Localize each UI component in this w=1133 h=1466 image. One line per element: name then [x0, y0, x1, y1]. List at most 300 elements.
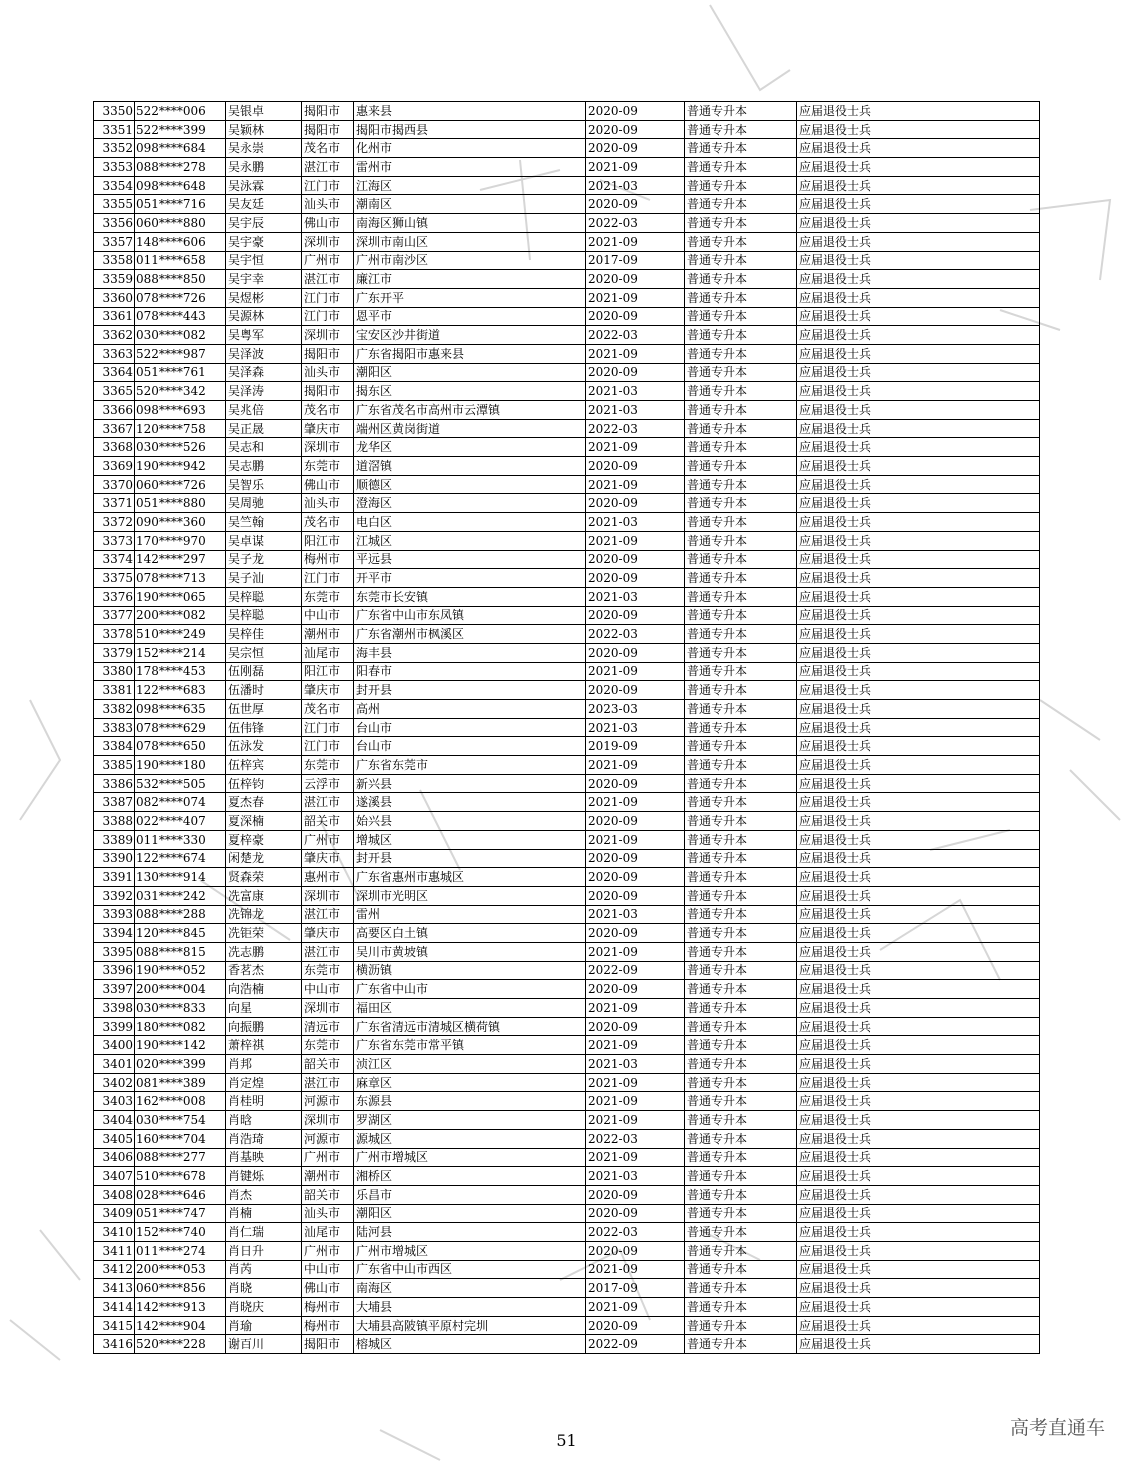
name-cell: 伍伟锋 — [226, 718, 302, 737]
seq-cell: 3416 — [94, 1335, 135, 1354]
enroll-date-cell: 2021-09 — [586, 344, 685, 363]
name-cell: 伍梓宾 — [226, 756, 302, 775]
name-cell: 伍潘时 — [226, 681, 302, 700]
enroll-date-cell: 2020-09 — [586, 307, 685, 326]
table-row — [94, 756, 1040, 775]
name-cell: 吴志鹏 — [226, 457, 302, 476]
name-cell: 吴银卓 — [226, 102, 302, 121]
enroll-date-cell: 2020-09 — [586, 494, 685, 513]
name-cell: 肖桂明 — [226, 1092, 302, 1111]
program-type-cell: 普通专升本 — [685, 494, 797, 513]
program-type-cell: 普通专升本 — [685, 587, 797, 606]
name-cell: 吴卓谋 — [226, 531, 302, 550]
id-cell: 020****399 — [135, 1055, 226, 1074]
seq-cell: 3371 — [94, 494, 135, 513]
program-type-cell: 普通专升本 — [685, 812, 797, 831]
program-type-cell: 普通专升本 — [685, 1017, 797, 1036]
table-row — [94, 1279, 1040, 1298]
page-number: 51 — [556, 1431, 577, 1450]
district-cell: 电白区 — [354, 513, 586, 532]
table-row — [94, 494, 1040, 513]
district-cell: 广东省潮州市枫溪区 — [354, 625, 586, 644]
seq-cell: 3365 — [94, 382, 135, 401]
district-cell: 广东省惠州市惠城区 — [354, 868, 586, 887]
category-cell: 应届退役士兵 — [797, 438, 1040, 457]
name-cell: 吴源林 — [226, 307, 302, 326]
program-type-cell: 普通专升本 — [685, 401, 797, 420]
name-cell: 冼锦龙 — [226, 905, 302, 924]
table-row — [94, 176, 1040, 195]
enroll-date-cell: 2021-09 — [586, 1260, 685, 1279]
enroll-date-cell: 2020-09 — [586, 363, 685, 382]
enroll-date-cell: 2020-09 — [586, 886, 685, 905]
city-cell: 惠州市 — [302, 868, 354, 887]
program-type-cell: 普通专升本 — [685, 1204, 797, 1223]
seq-cell: 3409 — [94, 1204, 135, 1223]
district-cell: 大埔县高陂镇平原村完圳 — [354, 1316, 586, 1335]
table-row — [94, 457, 1040, 476]
id-cell: 028****646 — [135, 1185, 226, 1204]
name-cell: 肖定煌 — [226, 1073, 302, 1092]
id-cell: 522****399 — [135, 120, 226, 139]
district-cell: 平远县 — [354, 550, 586, 569]
name-cell: 冼志鹏 — [226, 942, 302, 961]
category-cell: 应届退役士兵 — [797, 999, 1040, 1018]
district-cell: 高要区白土镇 — [354, 924, 586, 943]
district-cell: 广州市南沙区 — [354, 251, 586, 270]
district-cell: 宝安区沙井街道 — [354, 326, 586, 345]
name-cell: 吴宇豪 — [226, 232, 302, 251]
seq-cell: 3357 — [94, 232, 135, 251]
seq-cell: 3352 — [94, 139, 135, 158]
id-cell: 178****453 — [135, 662, 226, 681]
id-cell: 088****278 — [135, 158, 226, 177]
enroll-date-cell: 2021-09 — [586, 531, 685, 550]
id-cell: 190****942 — [135, 457, 226, 476]
district-cell: 潮阳区 — [354, 363, 586, 382]
district-cell: 广东省中山市 — [354, 980, 586, 999]
table-row — [94, 830, 1040, 849]
district-cell: 大埔县 — [354, 1298, 586, 1317]
city-cell: 揭阳市 — [302, 120, 354, 139]
district-cell: 东源县 — [354, 1092, 586, 1111]
program-type-cell: 普通专升本 — [685, 475, 797, 494]
city-cell: 肇庆市 — [302, 924, 354, 943]
program-type-cell: 普通专升本 — [685, 1223, 797, 1242]
program-type-cell: 普通专升本 — [685, 531, 797, 550]
program-type-cell: 普通专升本 — [685, 139, 797, 158]
program-type-cell: 普通专升本 — [685, 1129, 797, 1148]
enroll-date-cell: 2020-09 — [586, 1017, 685, 1036]
city-cell: 韶关市 — [302, 812, 354, 831]
table-row — [94, 662, 1040, 681]
program-type-cell: 普通专升本 — [685, 513, 797, 532]
category-cell: 应届退役士兵 — [797, 494, 1040, 513]
program-type-cell: 普通专升本 — [685, 550, 797, 569]
name-cell: 肖基映 — [226, 1148, 302, 1167]
enroll-date-cell: 2021-09 — [586, 942, 685, 961]
seq-cell: 3410 — [94, 1223, 135, 1242]
category-cell: 应届退役士兵 — [797, 457, 1040, 476]
name-cell: 肖键烁 — [226, 1167, 302, 1186]
program-type-cell: 普通专升本 — [685, 419, 797, 438]
program-type-cell: 普通专升本 — [685, 961, 797, 980]
seq-cell: 3390 — [94, 849, 135, 868]
city-cell: 广州市 — [302, 830, 354, 849]
program-type-cell: 普通专升本 — [685, 1279, 797, 1298]
seq-cell: 3355 — [94, 195, 135, 214]
seq-cell: 3407 — [94, 1167, 135, 1186]
id-cell: 011****658 — [135, 251, 226, 270]
table-row — [94, 905, 1040, 924]
table-row — [94, 643, 1040, 662]
category-cell: 应届退役士兵 — [797, 1036, 1040, 1055]
city-cell: 江门市 — [302, 569, 354, 588]
name-cell: 吴周驰 — [226, 494, 302, 513]
table-row — [94, 587, 1040, 606]
name-cell: 吴泽涛 — [226, 382, 302, 401]
enroll-date-cell: 2020-09 — [586, 139, 685, 158]
city-cell: 梅州市 — [302, 1316, 354, 1335]
name-cell: 吴宇幸 — [226, 270, 302, 289]
name-cell: 吴梓聪 — [226, 587, 302, 606]
district-cell: 乐昌市 — [354, 1185, 586, 1204]
city-cell: 佛山市 — [302, 475, 354, 494]
enroll-date-cell: 2021-09 — [586, 1092, 685, 1111]
table-row — [94, 999, 1040, 1018]
id-cell: 522****987 — [135, 344, 226, 363]
category-cell: 应届退役士兵 — [797, 868, 1040, 887]
category-cell: 应届退役士兵 — [797, 1223, 1040, 1242]
table-row — [94, 326, 1040, 345]
name-cell: 吴竺翰 — [226, 513, 302, 532]
program-type-cell: 普通专升本 — [685, 774, 797, 793]
seq-cell: 3377 — [94, 606, 135, 625]
program-type-cell: 普通专升本 — [685, 1055, 797, 1074]
enroll-date-cell: 2022-09 — [586, 1335, 685, 1354]
id-cell: 190****142 — [135, 1036, 226, 1055]
id-cell: 120****758 — [135, 419, 226, 438]
seq-cell: 3413 — [94, 1279, 135, 1298]
seq-cell: 3397 — [94, 980, 135, 999]
district-cell: 恩平市 — [354, 307, 586, 326]
city-cell: 清远市 — [302, 1017, 354, 1036]
category-cell: 应届退役士兵 — [797, 1241, 1040, 1260]
city-cell: 阳江市 — [302, 531, 354, 550]
category-cell: 应届退役士兵 — [797, 886, 1040, 905]
category-cell: 应届退役士兵 — [797, 1298, 1040, 1317]
id-cell: 190****052 — [135, 961, 226, 980]
table-row — [94, 625, 1040, 644]
table-row — [94, 961, 1040, 980]
name-cell: 吴梓佳 — [226, 625, 302, 644]
table-row — [94, 288, 1040, 307]
id-cell: 078****650 — [135, 737, 226, 756]
table-row — [94, 1260, 1040, 1279]
name-cell: 肖晗 — [226, 1111, 302, 1130]
table-row — [94, 1223, 1040, 1242]
city-cell: 揭阳市 — [302, 1335, 354, 1354]
table-row — [94, 531, 1040, 550]
city-cell: 中山市 — [302, 1260, 354, 1279]
district-cell: 麻章区 — [354, 1073, 586, 1092]
seq-cell: 3356 — [94, 214, 135, 233]
city-cell: 茂名市 — [302, 401, 354, 420]
name-cell: 香茗杰 — [226, 961, 302, 980]
district-cell: 端州区黄岗街道 — [354, 419, 586, 438]
category-cell: 应届退役士兵 — [797, 756, 1040, 775]
id-cell: 180****082 — [135, 1017, 226, 1036]
seq-cell: 3361 — [94, 307, 135, 326]
name-cell: 萧梓祺 — [226, 1036, 302, 1055]
id-cell: 532****505 — [135, 774, 226, 793]
city-cell: 潮州市 — [302, 625, 354, 644]
program-type-cell: 普通专升本 — [685, 830, 797, 849]
district-cell: 南海区狮山镇 — [354, 214, 586, 233]
district-cell: 湘桥区 — [354, 1167, 586, 1186]
program-type-cell: 普通专升本 — [685, 718, 797, 737]
id-cell: 078****443 — [135, 307, 226, 326]
table-row — [94, 681, 1040, 700]
table-row — [94, 475, 1040, 494]
program-type-cell: 普通专升本 — [685, 195, 797, 214]
name-cell: 吴泽森 — [226, 363, 302, 382]
id-cell: 088****850 — [135, 270, 226, 289]
city-cell: 韶关市 — [302, 1055, 354, 1074]
id-cell: 051****716 — [135, 195, 226, 214]
city-cell: 汕头市 — [302, 1204, 354, 1223]
program-type-cell: 普通专升本 — [685, 737, 797, 756]
district-cell: 台山市 — [354, 718, 586, 737]
category-cell: 应届退役士兵 — [797, 1129, 1040, 1148]
id-cell: 200****004 — [135, 980, 226, 999]
enroll-date-cell: 2017-09 — [586, 251, 685, 270]
enroll-date-cell: 2021-03 — [586, 382, 685, 401]
program-type-cell: 普通专升本 — [685, 700, 797, 719]
table-row — [94, 401, 1040, 420]
seq-cell: 3396 — [94, 961, 135, 980]
name-cell: 肖杰 — [226, 1185, 302, 1204]
table-row — [94, 344, 1040, 363]
category-cell: 应届退役士兵 — [797, 326, 1040, 345]
city-cell: 湛江市 — [302, 270, 354, 289]
district-cell: 廉江市 — [354, 270, 586, 289]
name-cell: 吴正晟 — [226, 419, 302, 438]
category-cell: 应届退役士兵 — [797, 419, 1040, 438]
category-cell: 应届退役士兵 — [797, 1316, 1040, 1335]
district-cell: 罗湖区 — [354, 1111, 586, 1130]
table-row — [94, 1055, 1040, 1074]
id-cell: 122****683 — [135, 681, 226, 700]
city-cell: 湛江市 — [302, 793, 354, 812]
name-cell: 夏杰春 — [226, 793, 302, 812]
category-cell: 应届退役士兵 — [797, 363, 1040, 382]
category-cell: 应届退役士兵 — [797, 158, 1040, 177]
id-cell: 088****815 — [135, 942, 226, 961]
seq-cell: 3380 — [94, 662, 135, 681]
seq-cell: 3369 — [94, 457, 135, 476]
category-cell: 应届退役士兵 — [797, 382, 1040, 401]
category-cell: 应届退役士兵 — [797, 1335, 1040, 1354]
program-type-cell: 普通专升本 — [685, 1111, 797, 1130]
category-cell: 应届退役士兵 — [797, 718, 1040, 737]
id-cell: 120****845 — [135, 924, 226, 943]
seq-cell: 3386 — [94, 774, 135, 793]
category-cell: 应届退役士兵 — [797, 1073, 1040, 1092]
name-cell: 吴宇恒 — [226, 251, 302, 270]
enroll-date-cell: 2022-03 — [586, 625, 685, 644]
district-cell: 东莞市长安镇 — [354, 587, 586, 606]
brand-watermark-text: 高考直通车 — [1009, 1417, 1105, 1439]
name-cell: 吴子汕 — [226, 569, 302, 588]
enroll-date-cell: 2021-09 — [586, 232, 685, 251]
table-row — [94, 550, 1040, 569]
category-cell: 应届退役士兵 — [797, 139, 1040, 158]
program-type-cell: 普通专升本 — [685, 1148, 797, 1167]
enroll-date-cell: 2020-09 — [586, 868, 685, 887]
district-cell: 揭阳市揭西县 — [354, 120, 586, 139]
category-cell: 应届退役士兵 — [797, 905, 1040, 924]
table-row — [94, 737, 1040, 756]
category-cell: 应届退役士兵 — [797, 232, 1040, 251]
city-cell: 肇庆市 — [302, 419, 354, 438]
city-cell: 深圳市 — [302, 886, 354, 905]
category-cell: 应届退役士兵 — [797, 737, 1040, 756]
name-cell: 肖瑜 — [226, 1316, 302, 1335]
district-cell: 南海区 — [354, 1279, 586, 1298]
id-cell: 510****678 — [135, 1167, 226, 1186]
name-cell: 吴永崇 — [226, 139, 302, 158]
table-row — [94, 214, 1040, 233]
table-row — [94, 195, 1040, 214]
district-cell: 雷州市 — [354, 158, 586, 177]
district-cell: 台山市 — [354, 737, 586, 756]
city-cell: 江门市 — [302, 718, 354, 737]
enroll-date-cell: 2022-03 — [586, 214, 685, 233]
seq-cell: 3387 — [94, 793, 135, 812]
program-type-cell: 普通专升本 — [685, 1335, 797, 1354]
city-cell: 深圳市 — [302, 326, 354, 345]
category-cell: 应届退役士兵 — [797, 774, 1040, 793]
category-cell: 应届退役士兵 — [797, 513, 1040, 532]
district-cell: 广东省清远市清城区横荷镇 — [354, 1017, 586, 1036]
seq-cell: 3404 — [94, 1111, 135, 1130]
district-cell: 源城区 — [354, 1129, 586, 1148]
enroll-date-cell: 2020-09 — [586, 195, 685, 214]
city-cell: 茂名市 — [302, 700, 354, 719]
district-cell: 始兴县 — [354, 812, 586, 831]
roster-table — [93, 101, 1040, 1354]
name-cell: 吴友廷 — [226, 195, 302, 214]
id-cell: 190****180 — [135, 756, 226, 775]
name-cell: 冼钜荣 — [226, 924, 302, 943]
name-cell: 吴智乐 — [226, 475, 302, 494]
district-cell: 榕城区 — [354, 1335, 586, 1354]
category-cell: 应届退役士兵 — [797, 643, 1040, 662]
table-row — [94, 1298, 1040, 1317]
seq-cell: 3354 — [94, 176, 135, 195]
id-cell: 088****288 — [135, 905, 226, 924]
table-row — [94, 438, 1040, 457]
city-cell: 茂名市 — [302, 513, 354, 532]
enroll-date-cell: 2020-09 — [586, 1316, 685, 1335]
seq-cell: 3382 — [94, 700, 135, 719]
id-cell: 098****684 — [135, 139, 226, 158]
category-cell: 应届退役士兵 — [797, 1055, 1040, 1074]
table-row — [94, 942, 1040, 961]
table-row — [94, 120, 1040, 139]
table-row — [94, 1335, 1040, 1354]
seq-cell: 3385 — [94, 756, 135, 775]
district-cell: 广东省茂名市高州市云潭镇 — [354, 401, 586, 420]
district-cell: 广东省中山市西区 — [354, 1260, 586, 1279]
id-cell: 152****740 — [135, 1223, 226, 1242]
program-type-cell: 普通专升本 — [685, 606, 797, 625]
category-cell: 应届退役士兵 — [797, 475, 1040, 494]
table-row — [94, 513, 1040, 532]
district-cell: 深圳市南山区 — [354, 232, 586, 251]
name-cell: 伍梓钧 — [226, 774, 302, 793]
name-cell: 吴宇辰 — [226, 214, 302, 233]
id-cell: 030****754 — [135, 1111, 226, 1130]
district-cell: 澄海区 — [354, 494, 586, 513]
enroll-date-cell: 2022-03 — [586, 326, 685, 345]
seq-cell: 3381 — [94, 681, 135, 700]
name-cell: 吴子龙 — [226, 550, 302, 569]
table-row — [94, 886, 1040, 905]
table-row — [94, 868, 1040, 887]
city-cell: 汕头市 — [302, 195, 354, 214]
table-row — [94, 718, 1040, 737]
id-cell: 088****277 — [135, 1148, 226, 1167]
seq-cell: 3412 — [94, 1260, 135, 1279]
category-cell: 应届退役士兵 — [797, 1167, 1040, 1186]
id-cell: 148****606 — [135, 232, 226, 251]
district-cell: 阳春市 — [354, 662, 586, 681]
seq-cell: 3398 — [94, 999, 135, 1018]
name-cell: 向振鹏 — [226, 1017, 302, 1036]
enroll-date-cell: 2017-09 — [586, 1279, 685, 1298]
program-type-cell: 普通专升本 — [685, 363, 797, 382]
category-cell: 应届退役士兵 — [797, 1017, 1040, 1036]
table-row — [94, 1316, 1040, 1335]
category-cell: 应届退役士兵 — [797, 681, 1040, 700]
seq-cell: 3391 — [94, 868, 135, 887]
city-cell: 茂名市 — [302, 139, 354, 158]
program-type-cell: 普通专升本 — [685, 1073, 797, 1092]
enroll-date-cell: 2021-09 — [586, 1073, 685, 1092]
program-type-cell: 普通专升本 — [685, 382, 797, 401]
city-cell: 广州市 — [302, 1148, 354, 1167]
table-row — [94, 812, 1040, 831]
category-cell: 应届退役士兵 — [797, 214, 1040, 233]
enroll-date-cell: 2020-09 — [586, 550, 685, 569]
enroll-date-cell: 2022-03 — [586, 1223, 685, 1242]
seq-cell: 3403 — [94, 1092, 135, 1111]
table-row — [94, 700, 1040, 719]
district-cell: 广东省揭阳市惠来县 — [354, 344, 586, 363]
id-cell: 060****726 — [135, 475, 226, 494]
category-cell: 应届退役士兵 — [797, 1148, 1040, 1167]
seq-cell: 3388 — [94, 812, 135, 831]
name-cell: 吴泽波 — [226, 344, 302, 363]
city-cell: 肇庆市 — [302, 849, 354, 868]
enroll-date-cell: 2020-09 — [586, 102, 685, 121]
district-cell: 吴川市黄坡镇 — [354, 942, 586, 961]
city-cell: 中山市 — [302, 606, 354, 625]
name-cell: 夏梓豪 — [226, 830, 302, 849]
table-row — [94, 849, 1040, 868]
